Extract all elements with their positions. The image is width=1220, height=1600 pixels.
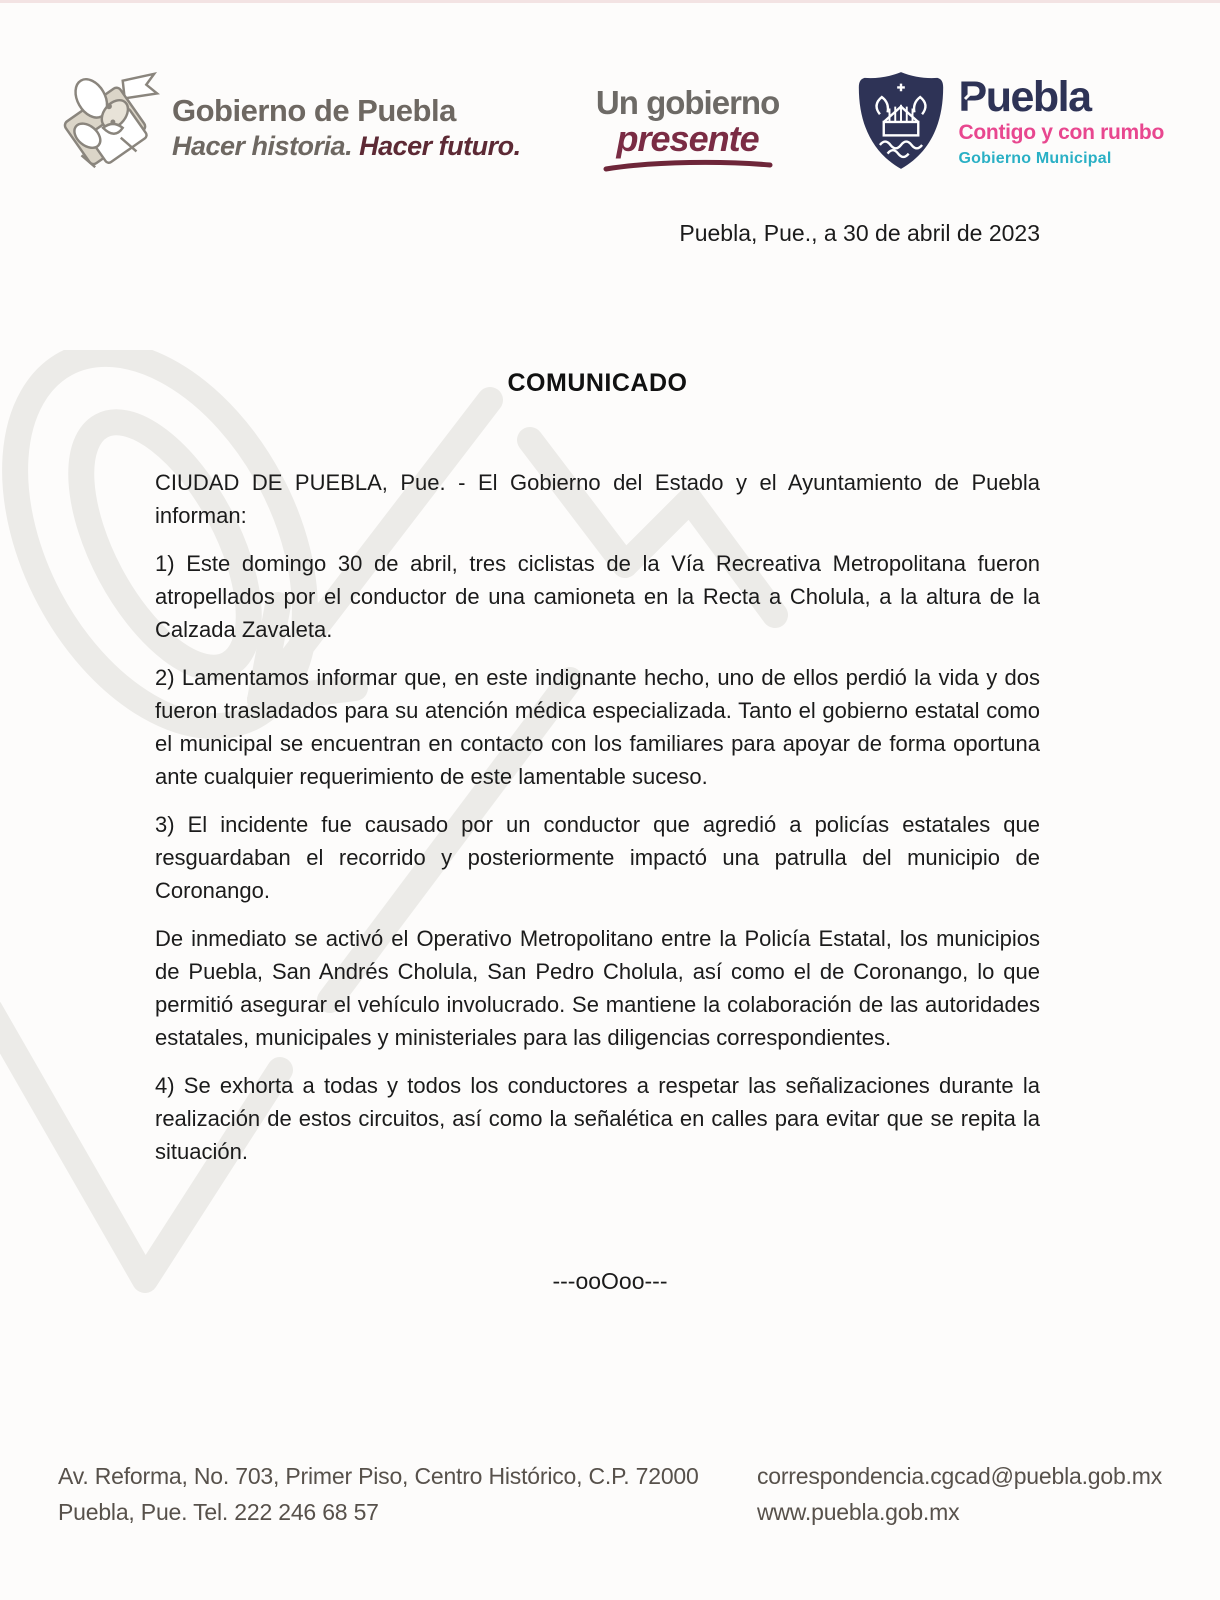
paragraph-item-1: 1) Este domingo 30 de abril, tres ciclistas de la Vía Recreativa Metropolitana fueron atropellados por el conductor de una camioneta en la Recta a Cholula, a la altura de la Calzada Zavaleta. (155, 551, 1040, 642)
letter-footer (58, 1458, 1162, 1530)
state-logo-tagline-regular: Hacer historia. (172, 131, 353, 162)
date-line: Puebla, Pue., a 30 de abril de 2023 (679, 220, 1040, 246)
municipal-shield-icon (855, 70, 947, 172)
puebla-arrow-icon (962, 85, 979, 102)
state-logo-tagline-bold: Hacer futuro. (359, 131, 521, 162)
municipal-logo-title: Puebla (958, 73, 1091, 121)
state-government-logo (52, 64, 521, 176)
footer-email: correspondencia.cgcad@puebla.gob.mx (756, 1463, 1162, 1489)
footer-address-line2: Puebla, Pue. Tel. 222 246 68 57 (58, 1499, 379, 1525)
slogan-line2: presente (616, 117, 759, 159)
paragraph-item-2: 2) Lamentamos informar que, en este indignante hecho, uno de ellos perdió la vida y dos fueron trasladados para su atención médica especializada. Tanto el gobierno estatal como el municipal se encuentran en contacto con los familiares para apoyar de forma oportuna ante cualquier requerimiento de este lamentable suceso. (155, 665, 1040, 789)
footer-website: www.puebla.gob.mx (756, 1499, 960, 1525)
document-title: COMUNICADO (507, 369, 688, 397)
end-separator: ---ooOoo--- (552, 1268, 668, 1294)
footer-address-block (58, 1458, 699, 1530)
state-logo-title: Gobierno de Puebla (172, 93, 456, 128)
paragraph-item-3: 3) El incidente fue causado por un conductor que agredió a policías estatales que resguardaban el recorrido y posteriormente impactó una patrulla del municipio de Coronango. (155, 812, 1040, 903)
municipal-government-logo (855, 70, 1164, 172)
paragraph-intro: CIUDAD DE PUEBLA, Pue. - El Gobierno del Estado y el Ayuntamiento de Puebla informan: (155, 470, 1040, 528)
letterhead (0, 0, 1220, 176)
municipal-logo-subtitle: Gobierno Municipal (958, 150, 1112, 167)
state-emblem-icon (52, 64, 162, 176)
slogan-underline-swoosh (600, 159, 776, 173)
paragraph-operativo: De inmediato se activó el Operativo Metropolitano entre la Policía Estatal, los municipios de Puebla, San Andrés Cholula, San Pedro Cholula, así como el de Coronango, lo que permitió asegurar el vehículo involucrado. Se mantiene la colaboración de las autoridades estatales, municipales y ministeriales para las diligencias correspondientes. (155, 926, 1040, 1050)
document-body (155, 466, 1040, 1168)
slogan-logo (596, 86, 779, 173)
footer-contact-block (757, 1458, 1162, 1530)
slogan-line1: Un gobierno (595, 84, 780, 121)
paragraph-item-4: 4) Se exhorta a todas y todos los conductores a respetar las señalizaciones durante la realización de estos circuitos, así como la señalética en calles para evitar que se repita la situación. (155, 1073, 1040, 1164)
municipal-logo-tagline: Contigo y con rumbo (958, 121, 1164, 144)
state-logo-text (172, 94, 521, 162)
footer-address-line1: Av. Reforma, No. 703, Primer Piso, Centro Histórico, C.P. 72000 (58, 1463, 699, 1489)
municipal-logo-text (958, 73, 1164, 168)
state-logo-tagline (172, 131, 521, 162)
